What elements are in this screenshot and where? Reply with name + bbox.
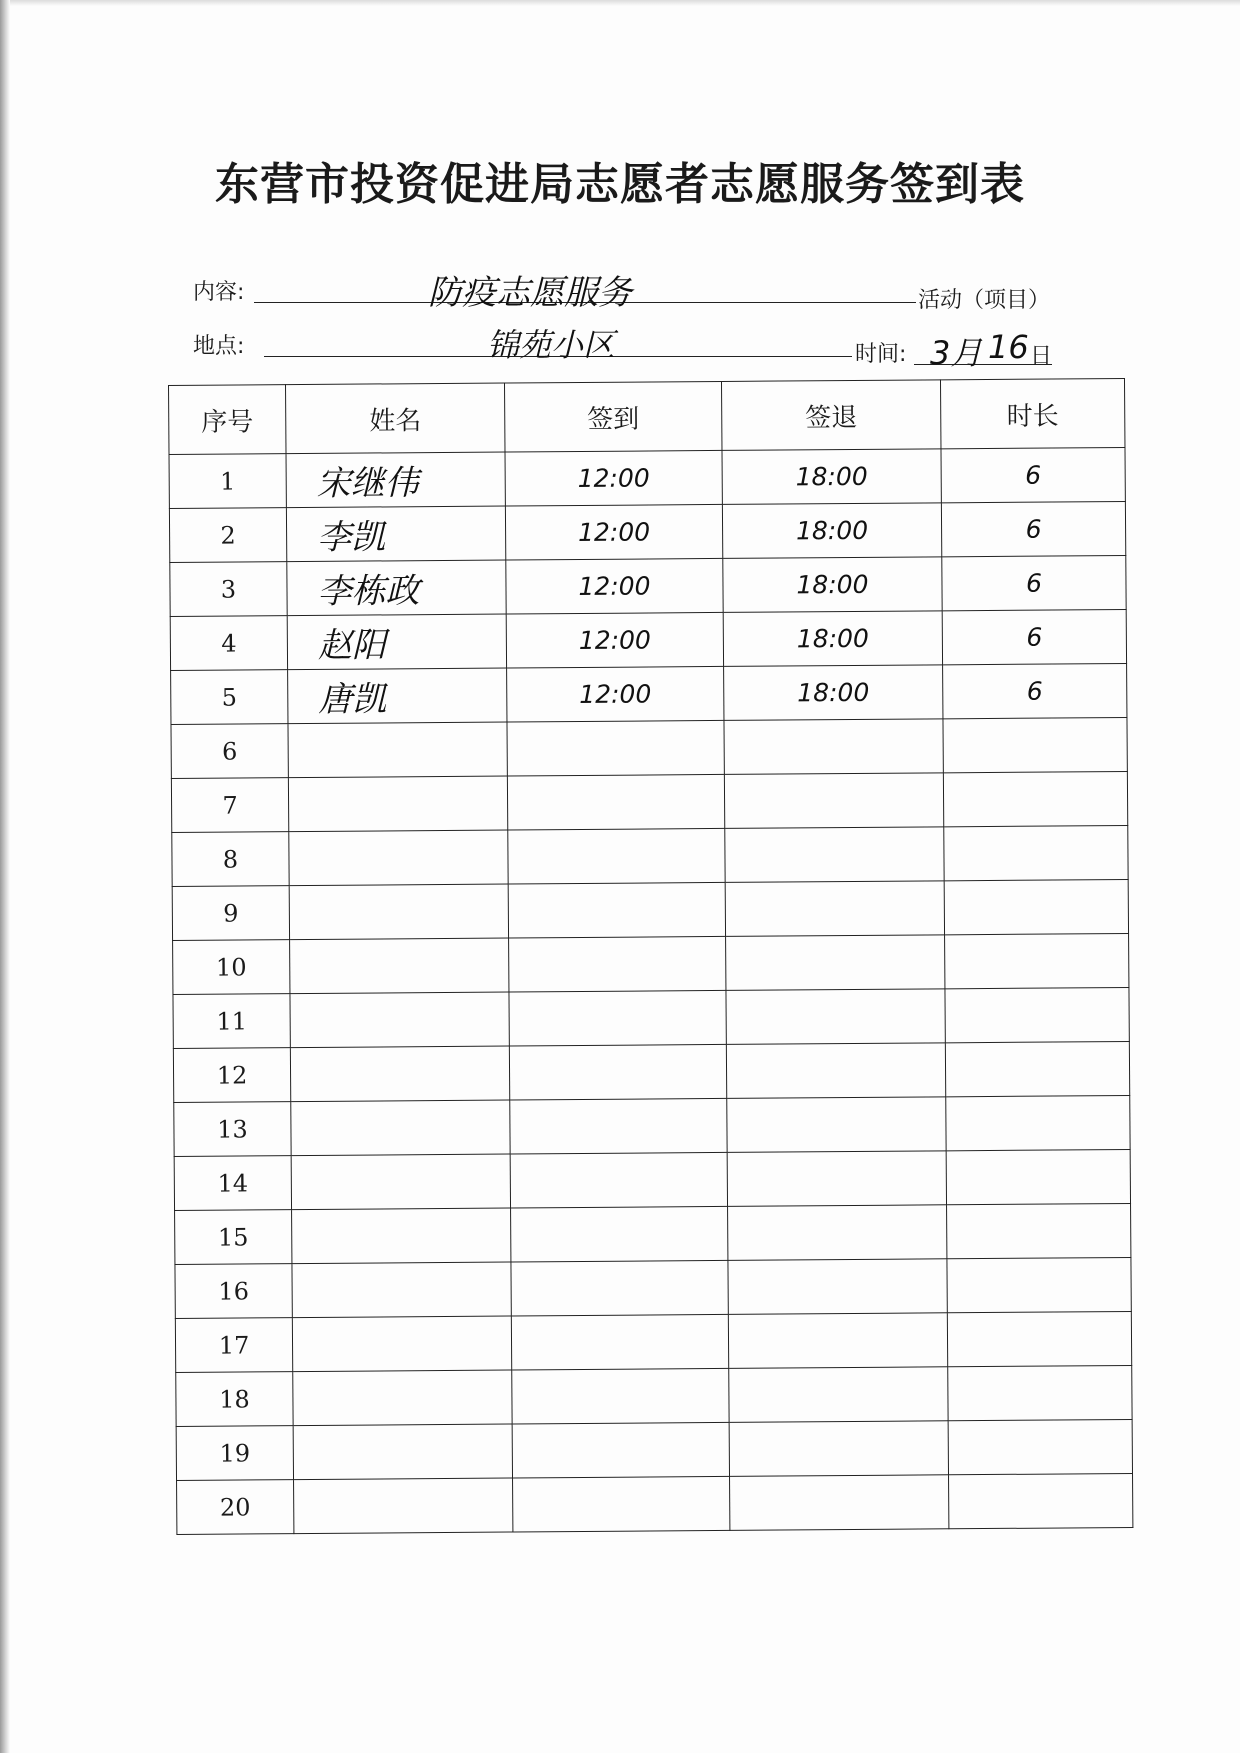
sign-out-cell [730, 1475, 949, 1531]
duration-cell [947, 1311, 1131, 1366]
sign-out-cell [728, 1313, 947, 1369]
sign-in-cell [512, 1368, 729, 1424]
duration-cell [945, 987, 1129, 1042]
header-sign-in: 签到 [504, 381, 721, 452]
name-cell [293, 1424, 512, 1480]
duration-cell [948, 1365, 1132, 1420]
table-row [169, 501, 1125, 562]
sign-out-cell [725, 827, 944, 883]
sign-out-cell [727, 1097, 946, 1153]
sign-in-cell [510, 1152, 727, 1208]
table-row [176, 1419, 1132, 1480]
sign-out-cell: 18:00 [722, 503, 941, 559]
name-cell [293, 1370, 512, 1426]
location-handwritten: 锦苑小区 [487, 326, 616, 364]
sign-out-cell [728, 1259, 947, 1315]
activity-suffix: 活动（项目） [918, 288, 1051, 313]
name-cell [289, 830, 508, 886]
sign-out-cell: 18:00 [724, 665, 943, 721]
sign-in-cell [513, 1476, 730, 1532]
duration-cell [943, 717, 1127, 772]
table-row [175, 1203, 1131, 1264]
duration-cell [944, 825, 1128, 880]
name-cell [288, 776, 507, 832]
day-suffix: 日 [1030, 344, 1053, 369]
name-cell [290, 938, 509, 994]
table-row [173, 933, 1129, 994]
sign-out-cell: 18:00 [723, 611, 942, 667]
sign-out-cell [729, 1421, 948, 1477]
month-handwritten: 3月 [930, 334, 983, 372]
table-header-row [169, 378, 1125, 454]
sign-in-cell [511, 1206, 728, 1262]
row-number: 17 [175, 1318, 292, 1373]
row-number: 18 [176, 1372, 293, 1427]
duration-cell [947, 1257, 1131, 1312]
name-cell: 宋继伟 [286, 452, 505, 508]
name-cell [289, 884, 508, 940]
row-number: 10 [173, 940, 290, 995]
duration-cell [946, 1095, 1130, 1150]
location-label: 地点: [193, 334, 245, 359]
duration-cell: 6 [941, 501, 1125, 556]
sign-out-cell [725, 881, 944, 937]
table-row [173, 987, 1129, 1048]
sign-in-table [168, 378, 1133, 1535]
sign-in-cell [507, 774, 724, 830]
header-duration: 时长 [940, 378, 1125, 448]
duration-cell [946, 1149, 1130, 1204]
row-number: 2 [169, 508, 286, 563]
table-row [174, 1095, 1130, 1156]
duration-cell [949, 1473, 1133, 1528]
row-number: 19 [176, 1426, 293, 1481]
table-row [172, 879, 1128, 940]
name-cell [291, 1100, 510, 1156]
row-number: 15 [175, 1210, 292, 1265]
name-cell: 赵阳 [287, 614, 506, 670]
row-number: 4 [170, 616, 287, 671]
name-cell [290, 1046, 509, 1102]
name-cell [292, 1316, 511, 1372]
header-sign-out: 签退 [721, 380, 940, 451]
duration-cell [947, 1203, 1131, 1258]
sign-in-cell [509, 936, 726, 992]
sign-out-cell [724, 719, 943, 775]
name-cell [294, 1478, 513, 1534]
sign-in-cell [511, 1314, 728, 1370]
sign-out-cell [726, 1043, 945, 1099]
row-number: 6 [171, 724, 288, 779]
table-row [174, 1149, 1130, 1210]
name-cell [290, 992, 509, 1048]
row-number: 7 [171, 778, 288, 833]
table-row [171, 717, 1127, 778]
duration-cell [944, 879, 1128, 934]
duration-cell: 6 [941, 447, 1125, 502]
sign-in-cell [512, 1422, 729, 1478]
scan-shadow-top [10, 0, 1240, 6]
row-number: 11 [173, 994, 290, 1049]
document-title: 东营市投资促进局志愿者志愿服务签到表 [215, 159, 1025, 210]
name-cell: 唐凯 [288, 668, 507, 724]
row-number: 16 [175, 1264, 292, 1319]
row-number: 3 [170, 562, 287, 617]
duration-cell [948, 1419, 1132, 1474]
duration-cell [945, 1041, 1129, 1096]
row-number: 14 [174, 1156, 291, 1211]
row-number: 8 [172, 832, 289, 887]
sign-in-cell: 12:00 [505, 450, 722, 506]
row-number: 9 [172, 886, 289, 941]
sign-in-cell [510, 1098, 727, 1154]
sign-out-cell [726, 935, 945, 991]
table-row [173, 1041, 1129, 1102]
sign-in-cell: 12:00 [506, 612, 723, 668]
content-label: 内容: [193, 280, 245, 305]
table-row [176, 1365, 1132, 1426]
sign-out-cell [724, 773, 943, 829]
sign-in-cell [509, 1044, 726, 1100]
name-cell [292, 1262, 511, 1318]
row-number: 1 [169, 454, 286, 509]
name-cell [292, 1208, 511, 1264]
table-row [177, 1473, 1133, 1534]
name-cell [291, 1154, 510, 1210]
sign-in-cell: 12:00 [506, 558, 723, 614]
sign-out-cell [729, 1367, 948, 1423]
time-label: 时间: [855, 342, 907, 367]
sign-in-cell [511, 1260, 728, 1316]
duration-cell: 6 [942, 609, 1126, 664]
header-name: 姓名 [286, 383, 505, 454]
sign-out-cell [728, 1205, 947, 1261]
sign-in-cell [508, 882, 725, 938]
table-row [175, 1257, 1131, 1318]
row-number: 12 [173, 1048, 290, 1103]
sign-in-cell [507, 720, 724, 776]
table-row [170, 609, 1126, 670]
sign-in-cell [508, 828, 725, 884]
sign-in-cell: 12:00 [505, 504, 722, 560]
day-handwritten: 16 [988, 328, 1029, 366]
header-no: 序号 [169, 385, 287, 455]
table-row [171, 663, 1127, 724]
sign-in-cell [509, 990, 726, 1046]
name-cell: 李凯 [286, 506, 505, 562]
sign-out-cell: 18:00 [722, 449, 941, 505]
sign-out-cell: 18:00 [723, 557, 942, 613]
scan-shadow-edge [0, 0, 10, 1753]
duration-cell [943, 771, 1127, 826]
table-row [172, 825, 1128, 886]
duration-cell [945, 933, 1129, 988]
duration-cell: 6 [943, 663, 1127, 718]
row-number: 5 [171, 670, 288, 725]
table-row [171, 771, 1127, 832]
row-number: 13 [174, 1102, 291, 1157]
name-cell [288, 722, 507, 778]
sign-in-cell: 12:00 [507, 666, 724, 722]
name-cell: 李栋政 [287, 560, 506, 616]
content-handwritten: 防疫志愿服务 [428, 273, 632, 313]
table-row [170, 555, 1126, 616]
duration-cell: 6 [942, 555, 1126, 610]
table-row [169, 447, 1125, 508]
table-body [169, 447, 1133, 1534]
sign-out-cell [727, 1151, 946, 1207]
table-row [175, 1311, 1131, 1372]
sign-out-cell [726, 989, 945, 1045]
row-number: 20 [177, 1480, 294, 1535]
